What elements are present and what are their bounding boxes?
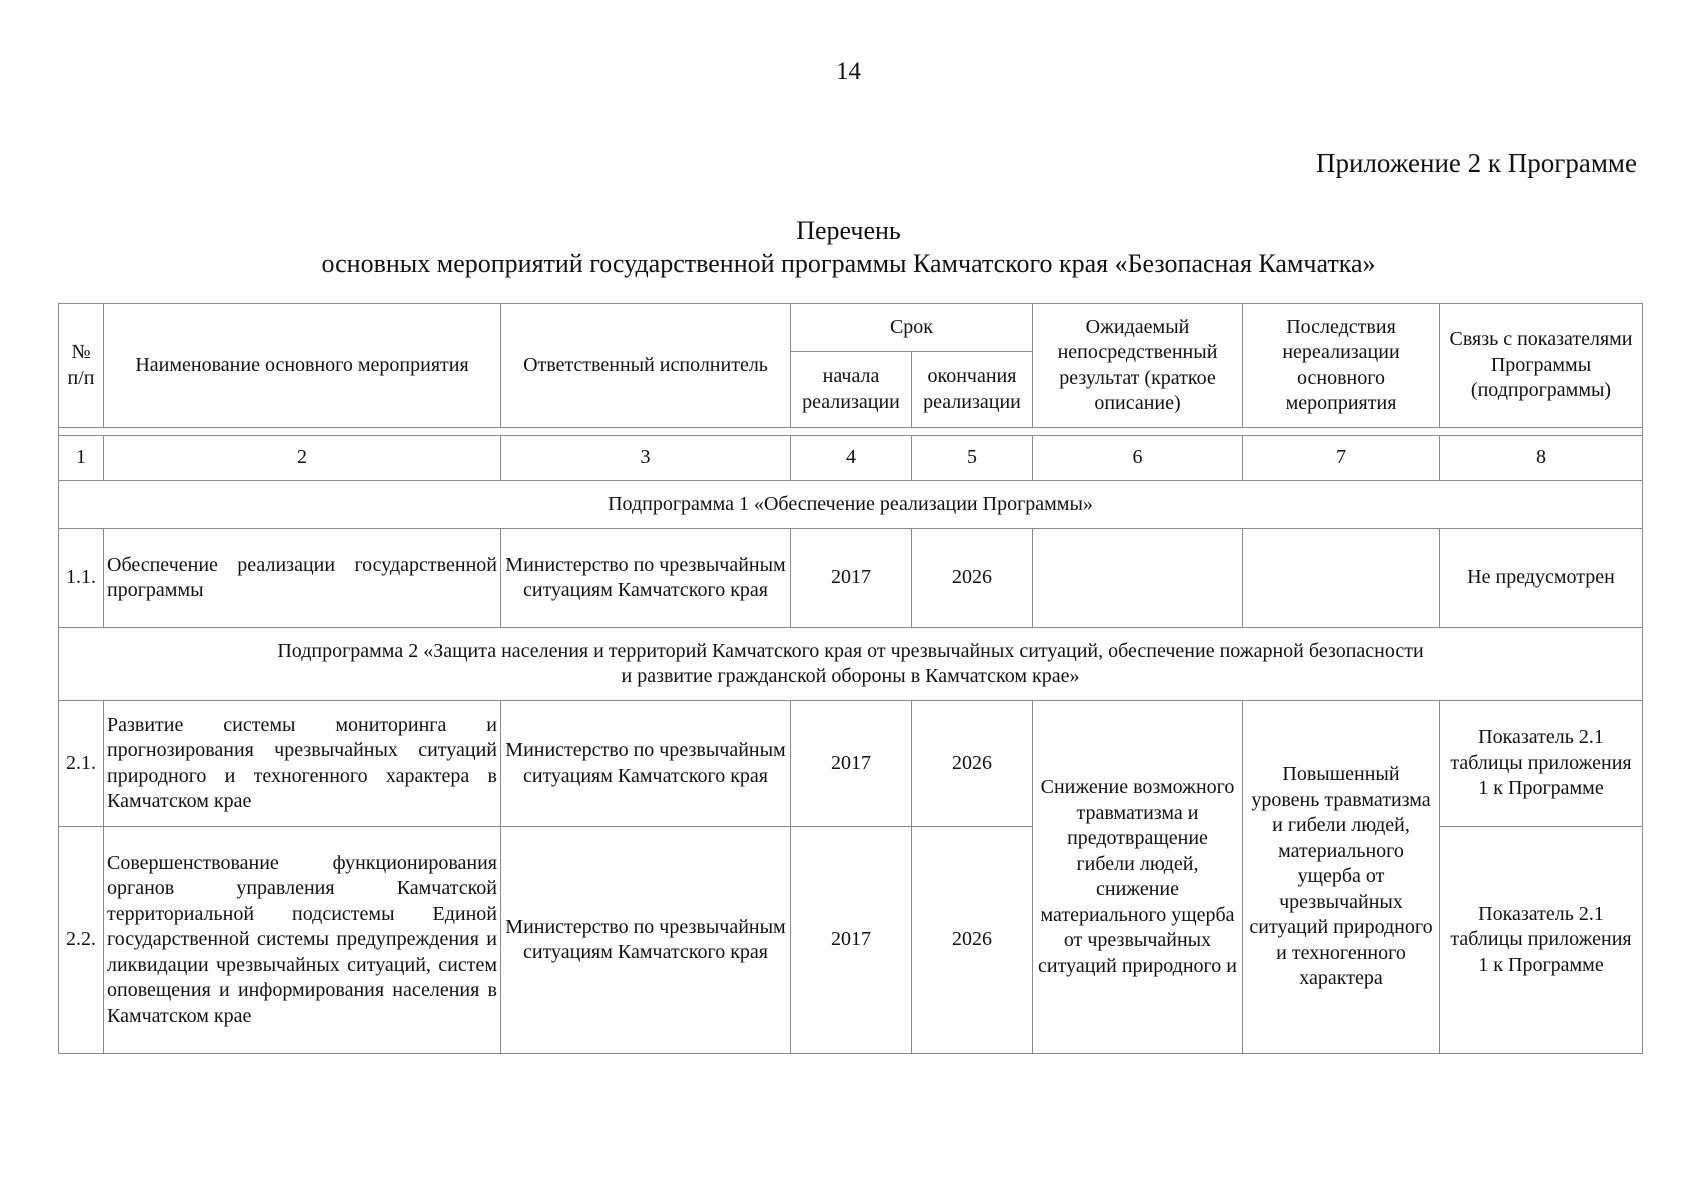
header-gap	[59, 428, 1643, 436]
row-2-2-executor: Министерство по чрезвычайным ситуациям Камчатского края	[501, 827, 791, 1054]
header-term: Срок	[791, 304, 1033, 352]
subprogram-1-title: Подпрограмма 1 «Обеспечение реализации Программы»	[59, 481, 1643, 529]
subprogram-2-row	[59, 628, 1643, 701]
row-2-2-end: 2026	[912, 827, 1033, 1054]
row-1-1-link: Не предусмотрен	[1440, 529, 1643, 628]
merged-result: Снижение возможного травматизма и предотвращение гибели людей, снижение материального ущерба от чрезвычайных ситуаций природного и	[1033, 701, 1243, 1054]
colnum-3: 3	[501, 436, 791, 481]
colnum-5: 5	[912, 436, 1033, 481]
row-1-1-start: 2017	[791, 529, 912, 628]
row-1-1-consequences	[1243, 529, 1440, 628]
appendix-label: Приложение 2 к Программе	[1316, 148, 1637, 178]
page-number: 14	[836, 58, 861, 85]
merged-consequences: Повышенный уровень травматизма и гибели людей, материального ущерба от чрезвычайных ситуаций природного и техногенного характера	[1243, 701, 1440, 1054]
title-line-2: основных мероприятий государственной программы Камчатского края «Безопасная Камчатка»	[321, 249, 1376, 278]
row-2-1-name: Развитие системы мониторинга и прогнозирования чрезвычайных ситуаций природного и техногенного характера в Камчатском крае	[104, 701, 501, 827]
row-1-1-executor: Министерство по чрезвычайным ситуациям Камчатского края	[501, 529, 791, 628]
header-executor: Ответственный исполнитель	[501, 304, 791, 428]
colnum-4: 4	[791, 436, 912, 481]
header-row-1	[59, 304, 1643, 352]
row-2-1-end: 2026	[912, 701, 1033, 827]
header-result: Ожидаемый непосредственный результат (краткое описание)	[1033, 304, 1243, 428]
header-num: № п/п	[59, 304, 104, 428]
colnum-6: 6	[1033, 436, 1243, 481]
header-start: начала реализации	[791, 352, 912, 428]
row-2-2-num: 2.2.	[59, 827, 104, 1054]
measures-table	[58, 303, 1643, 1054]
row-1-1	[59, 529, 1643, 628]
subprogram-2-title	[59, 628, 1643, 701]
colnum-1: 1	[59, 436, 104, 481]
subprogram-2-line-2: и развитие гражданской обороны в Камчатском крае»	[621, 665, 1080, 687]
title-line-1: Перечень	[796, 216, 901, 245]
row-1-1-result	[1033, 529, 1243, 628]
row-2-1-executor: Министерство по чрезвычайным ситуациям Камчатского края	[501, 701, 791, 827]
row-1-1-end: 2026	[912, 529, 1033, 628]
row-2-2-name: Совершенствование функционирования органов управления Камчатской территориальной подсистемы Единой государственной системы предупреждения и ликвидации чрезвычайных ситуаций, систем оповещения и информирования населения в Камчатском крае	[104, 827, 501, 1054]
header-link: Связь с показателями Программы (подпрограммы)	[1440, 304, 1643, 428]
subprogram-1-row	[59, 481, 1643, 529]
colnum-8: 8	[1440, 436, 1643, 481]
colnum-7: 7	[1243, 436, 1440, 481]
document-title	[0, 214, 1697, 280]
row-2-2-link: Показатель 2.1 таблицы приложения 1 к Программе	[1440, 827, 1643, 1054]
row-2-1-link: Показатель 2.1 таблицы приложения 1 к Программе	[1440, 701, 1643, 827]
colnum-2: 2	[104, 436, 501, 481]
row-1-1-num: 1.1.	[59, 529, 104, 628]
column-number-row	[59, 436, 1643, 481]
row-1-1-name: Обеспечение реализации государственной программы	[104, 529, 501, 628]
header-name: Наименование основного мероприятия	[104, 304, 501, 428]
header-consequences: Последствия нереализации основного мероприятия	[1243, 304, 1440, 428]
header-end: окончания реализации	[912, 352, 1033, 428]
gap-cell	[59, 428, 1643, 436]
row-2-1-start: 2017	[791, 701, 912, 827]
row-2-1	[59, 701, 1643, 827]
row-2-2-start: 2017	[791, 827, 912, 1054]
subprogram-2-line-1: Подпрограмма 2 «Защита населения и территорий Камчатского края от чрезвычайных ситуаций, обеспечение пожарной безопасности	[277, 639, 1424, 662]
row-2-1-num: 2.1.	[59, 701, 104, 827]
